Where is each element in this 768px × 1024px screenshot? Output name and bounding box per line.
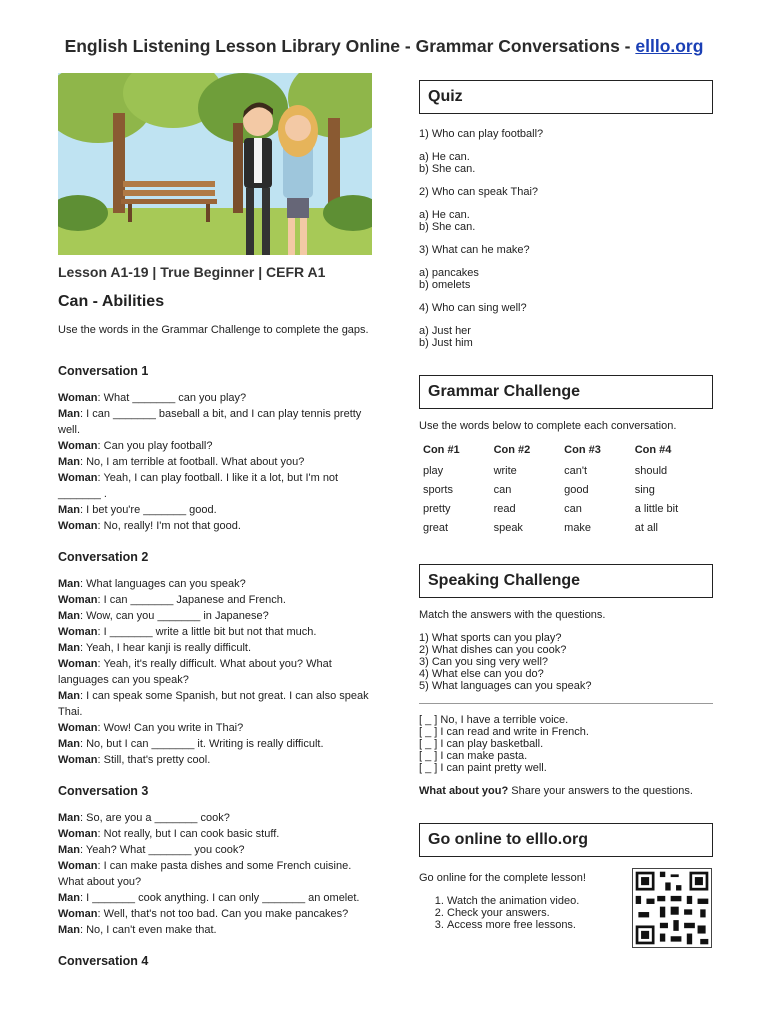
- quiz-section: [419, 128, 713, 349]
- dialogue-line: [58, 406, 378, 438]
- what-about-rest: Share your answers to the questions.: [508, 785, 693, 797]
- dialogue-text: : No, I am terrible at football. What about you?: [80, 456, 305, 468]
- dialogue-text: : No, but I can _______ it. Writing is really difficult.: [80, 738, 324, 750]
- elllo-link[interactable]: elllo.org: [635, 36, 704, 56]
- dialogue-line: [58, 656, 378, 688]
- table-header: Con #2: [493, 444, 531, 456]
- speaker-name: Man: [58, 892, 80, 904]
- step-item: 1. Watch the animation video.: [447, 895, 713, 907]
- dialogue-text: : I _______ write a little bit but not that much.: [97, 626, 317, 638]
- quiz-option: b) She can.: [419, 163, 476, 175]
- speaking-answer: [ _ ] I can paint pretty well.: [419, 762, 547, 774]
- spacer: [419, 291, 713, 302]
- dialogue-text: : Wow, can you _______ in Japanese?: [80, 610, 269, 622]
- qr-code[interactable]: [632, 868, 712, 948]
- speaker-name: Man: [58, 578, 80, 590]
- grammar-challenge-table: [419, 444, 713, 540]
- dialogue-line: [58, 438, 378, 454]
- quiz-option: a) pancakes: [419, 267, 479, 279]
- step-item: 2. Check your answers.: [447, 907, 713, 919]
- dialogue-text: : Yeah, I can play football. I like it a lot, but I'm not _______ .: [58, 472, 339, 500]
- table-cell: at all: [634, 521, 658, 534]
- dialogue-line: [58, 890, 378, 906]
- table-cell: can: [493, 483, 512, 496]
- dialogue-text: : No, really! I'm not that good.: [97, 520, 241, 532]
- table-header: Con #3: [564, 444, 601, 456]
- dialogue-line: [58, 576, 378, 592]
- table-cell: play: [423, 464, 444, 477]
- dialogue-line: [58, 906, 378, 922]
- table-cell: speak: [493, 521, 523, 534]
- conversation-heading: Conversation 1: [58, 364, 149, 378]
- speaking-challenge-instructions: Match the answers with the questions.: [419, 609, 606, 621]
- speaking-answer: [ _ ] No, I have a terrible voice.: [419, 714, 569, 726]
- speaker-name: Woman: [58, 472, 98, 484]
- divider: [419, 703, 713, 704]
- dialogue-line: [58, 858, 378, 890]
- speaking-answers: [419, 714, 713, 774]
- table-cell: can't: [564, 464, 588, 477]
- lesson-meta: Lesson A1-19 | True Beginner | CEFR A1: [58, 264, 326, 280]
- left-column: [58, 73, 378, 980]
- dialogue-line: [58, 470, 378, 502]
- speaker-name: Man: [58, 924, 80, 936]
- dialogue-text: : I _______ cook anything. I can only _______ an omelet.: [80, 892, 360, 904]
- table-header: Con #1: [423, 444, 460, 456]
- dialogue-line: [58, 502, 378, 518]
- speaker-name: Woman: [58, 392, 98, 404]
- page-header: [0, 36, 768, 57]
- dialogue-text: : What languages can you speak?: [80, 578, 246, 590]
- table-cell: make: [564, 521, 592, 534]
- conversations: [58, 364, 378, 968]
- dialogue-text: : I can speak some Spanish, but not great. I can also speak Thai.: [58, 690, 369, 718]
- speaker-name: Man: [58, 610, 80, 622]
- table-row: [419, 521, 713, 540]
- table-row: [419, 464, 713, 483]
- table-cell: a little bit: [634, 502, 679, 515]
- quiz-option: a) He can.: [419, 151, 470, 163]
- dialogue-line: [58, 640, 378, 656]
- quiz-title: Quiz: [419, 80, 713, 114]
- conversation-heading: Conversation 3: [58, 784, 149, 798]
- what-about-bold: What about you?: [419, 785, 509, 797]
- dialogue-text: : Yeah? What _______ you cook?: [80, 844, 245, 856]
- speaking-answer: [ _ ] I can read and write in French.: [419, 726, 589, 738]
- lesson-title: Can - Abilities: [58, 293, 165, 310]
- speaking-question: 5) What languages can you speak?: [419, 680, 592, 692]
- dialogue-line: [58, 922, 378, 938]
- dialogue-text: : Still, that's pretty cool.: [97, 754, 211, 766]
- dialogue-line: [58, 720, 378, 736]
- quiz-option: b) Just him: [419, 337, 473, 349]
- speaker-name: Man: [58, 504, 80, 516]
- quiz-option: b) omelets: [419, 279, 471, 291]
- speaking-questions: [419, 632, 713, 692]
- dialogue-line: [58, 624, 378, 640]
- speaker-name: Man: [58, 408, 80, 420]
- table-cell: good: [564, 483, 589, 496]
- dialogue-line: [58, 688, 378, 720]
- speaking-question: 1) What sports can you play?: [419, 632, 562, 644]
- quiz-question: 2) Who can speak Thai?: [419, 186, 539, 198]
- speaking-question: 2) What dishes can you cook?: [419, 644, 567, 656]
- speaker-name: Woman: [58, 722, 98, 734]
- dialogue-text: : Not really, but I can cook basic stuff.: [97, 828, 280, 840]
- speaking-question: 4) What else can you do?: [419, 668, 544, 680]
- step-item: 3. Access more free lessons.: [447, 919, 713, 931]
- dialogue-text: : Yeah, I hear kanji is really difficult.: [80, 642, 252, 654]
- dialogue-line: [58, 592, 378, 608]
- lesson-instructions: Use the words in the Grammar Challenge to complete the gaps.: [58, 324, 369, 336]
- speaking-answer: [ _ ] I can play basketball.: [419, 738, 544, 750]
- dialogue-line: [58, 736, 378, 752]
- spacer: [419, 233, 713, 244]
- speaker-name: Woman: [58, 520, 98, 532]
- what-about-you: [419, 785, 713, 797]
- speaker-name: Man: [58, 812, 80, 824]
- conversation-heading: Conversation 2: [58, 550, 149, 564]
- dialogue-line: [58, 752, 378, 768]
- quiz-option: b) She can.: [419, 221, 476, 233]
- spacer: [419, 175, 713, 186]
- dialogue-line: [58, 390, 378, 406]
- quiz-question: 4) Who can sing well?: [419, 302, 527, 314]
- speaker-name: Woman: [58, 658, 98, 670]
- table-cell: sports: [423, 483, 453, 496]
- speaking-challenge-title: Speaking Challenge: [419, 564, 713, 598]
- grammar-challenge-instructions: Use the words below to complete each conversation.: [419, 420, 677, 432]
- go-online-intro: Go online for the complete lesson!: [419, 872, 586, 884]
- header-text: English Listening Lesson Library Online - Grammar Conversations -: [64, 36, 636, 56]
- spacer: [419, 198, 713, 209]
- dialogue-text: : I can _______ Japanese and French.: [97, 594, 286, 606]
- quiz-option: a) He can.: [419, 209, 470, 221]
- right-column: [419, 80, 713, 931]
- quiz-question: 3) What can he make?: [419, 244, 530, 256]
- speaker-name: Woman: [58, 440, 98, 452]
- dialogue-line: [58, 842, 378, 858]
- dialogue-line: [58, 608, 378, 624]
- speaker-name: Man: [58, 642, 80, 654]
- speaker-name: Woman: [58, 594, 98, 606]
- dialogue-text: : Well, that's not too bad. Can you make pancakes?: [97, 908, 349, 920]
- speaking-question: 3) Can you sing very well?: [419, 656, 549, 668]
- speaker-name: Man: [58, 690, 80, 702]
- dialogue-text: : So, are you a _______ cook?: [80, 812, 230, 824]
- spacer: [419, 314, 713, 325]
- dialogue-text: : I can _______ baseball a bit, and I can play tennis pretty well.: [58, 408, 362, 436]
- dialogue-text: : I bet you're _______ good.: [80, 504, 217, 516]
- table-cell: can: [564, 502, 582, 515]
- dialogue-text: : No, I can't even make that.: [80, 924, 217, 936]
- speaker-name: Woman: [58, 908, 98, 920]
- table-cell: pretty: [423, 502, 451, 515]
- speaker-name: Man: [58, 738, 80, 750]
- speaker-name: Woman: [58, 754, 98, 766]
- speaker-name: Woman: [58, 626, 98, 638]
- table-cell: should: [634, 464, 668, 477]
- dialogue-text: : What _______ can you play?: [97, 392, 247, 404]
- spacer: [419, 140, 713, 151]
- table-header: Con #4: [634, 444, 672, 456]
- speaking-answer: [ _ ] I can make pasta.: [419, 750, 528, 762]
- lesson-illustration: [58, 73, 372, 255]
- dialogue-text: : Can you play football?: [97, 440, 213, 452]
- speaker-name: Man: [58, 456, 80, 468]
- speaker-name: Man: [58, 844, 80, 856]
- table-cell: read: [493, 502, 516, 515]
- table-row: [419, 502, 713, 521]
- table-cell: great: [423, 521, 449, 534]
- conversation-heading: Conversation 4: [58, 954, 149, 968]
- grammar-challenge-title: Grammar Challenge: [419, 375, 713, 409]
- dialogue-line: [58, 518, 378, 534]
- dialogue-line: [58, 454, 378, 470]
- table-row: [419, 483, 713, 502]
- speaker-name: Woman: [58, 860, 98, 872]
- dialogue-text: : I can make pasta dishes and some French cuisine. What about you?: [58, 860, 352, 888]
- table-cell: sing: [634, 483, 655, 496]
- dialogue-line: [58, 810, 378, 826]
- spacer: [419, 256, 713, 267]
- table-cell: write: [493, 464, 517, 477]
- dialogue-text: : Wow! Can you write in Thai?: [97, 722, 244, 734]
- quiz-question: 1) Who can play football?: [419, 128, 544, 140]
- dialogue-text: : Yeah, it's really difficult. What about you? What languages can you speak?: [58, 658, 332, 686]
- quiz-option: a) Just her: [419, 325, 471, 337]
- go-online-title: Go online to elllo.org: [419, 823, 713, 857]
- dialogue-line: [58, 826, 378, 842]
- speaker-name: Woman: [58, 828, 98, 840]
